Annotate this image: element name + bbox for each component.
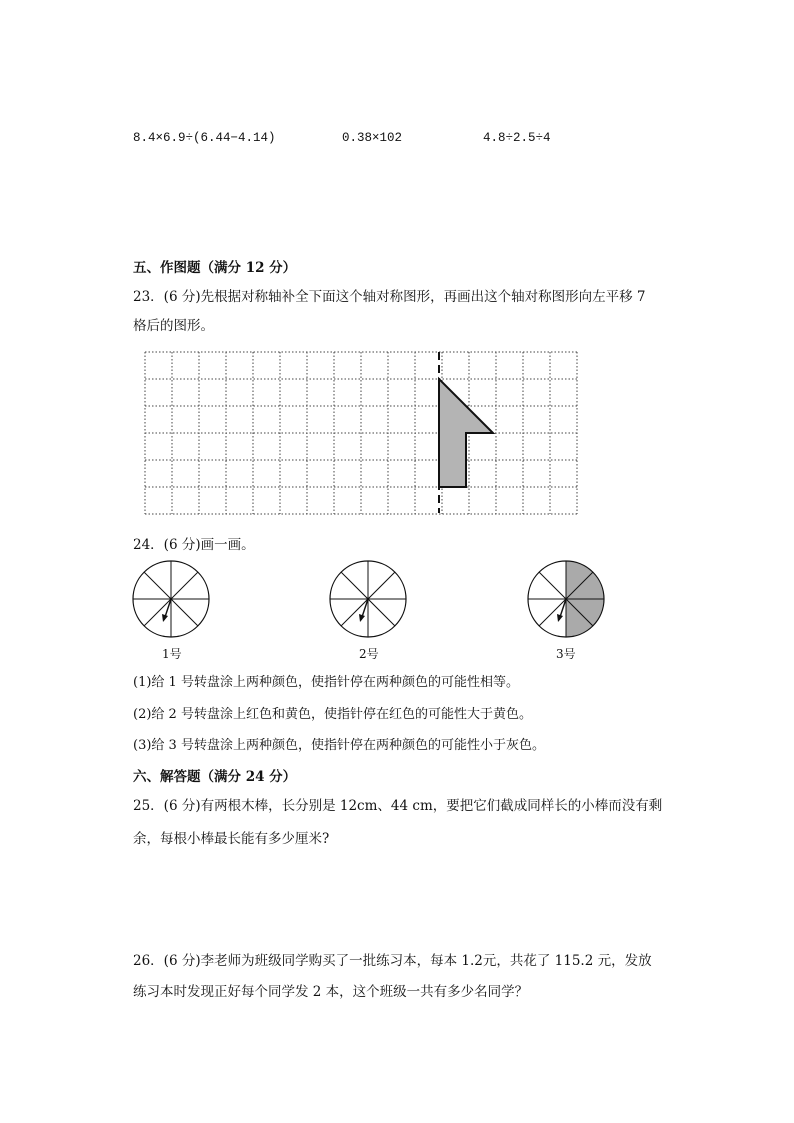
pointer-arrow-icon xyxy=(359,614,365,622)
question-26-line-1: 26．(6 分)李老师为班级同学购买了一批练习本，每本 1.2元，共花了 115.2 元，发放 xyxy=(133,953,652,969)
spinner-1 xyxy=(133,561,209,637)
question-24-title: 24．(6 分)画一画。 xyxy=(133,537,255,553)
question-26-line-2: 练习本时发现正好每个同学发 2 本，这个班级一共有多少名同学？ xyxy=(133,984,529,1000)
section-5-title: 五、作图题（满分 12 分） xyxy=(133,260,297,276)
pointer-arrow-icon xyxy=(162,614,168,622)
question-24-item-2: (2)给 2 号转盘涂上红色和黄色，使指针停在红色的可能性大于黄色。 xyxy=(133,707,532,722)
section-6-title: 六、解答题（满分 24 分） xyxy=(133,769,297,785)
expression-3: 4.8÷2.5÷4 xyxy=(483,131,551,145)
expression-1: 8.4×6.9÷(6.44−4.14) xyxy=(133,131,276,145)
question-25-line-1: 25．(6 分)有两根木棒，长分别是 12cm、44 cm，要把它们截成同样长的小棒而没有剩 xyxy=(133,798,663,814)
expression-2: 0.38×102 xyxy=(342,131,403,145)
question-24-item-3: (3)给 3 号转盘涂上两种颜色，使指针停在两种颜色的可能性小于灰色。 xyxy=(133,738,545,753)
spinner-3 xyxy=(528,561,604,637)
question-23-line-2: 格后的图形。 xyxy=(133,318,214,334)
spinner-2 xyxy=(330,561,406,637)
spinner-2-label: 2号 xyxy=(359,647,379,661)
question-23-line-1: 23．(6 分)先根据对称轴补全下面这个轴对称图形，再画出这个轴对称图形向左平移 7 xyxy=(133,289,646,305)
pointer-arrow-icon xyxy=(557,614,563,622)
spinner-3-label: 3号 xyxy=(556,647,576,661)
spinner-1-label: 1号 xyxy=(162,647,182,661)
question-24-item-1: (1)给 1 号转盘涂上两种颜色，使指针停在两种颜色的可能性相等。 xyxy=(133,675,519,690)
question-25-line-2: 余，每根小棒最长能有多少厘米? xyxy=(133,831,330,847)
